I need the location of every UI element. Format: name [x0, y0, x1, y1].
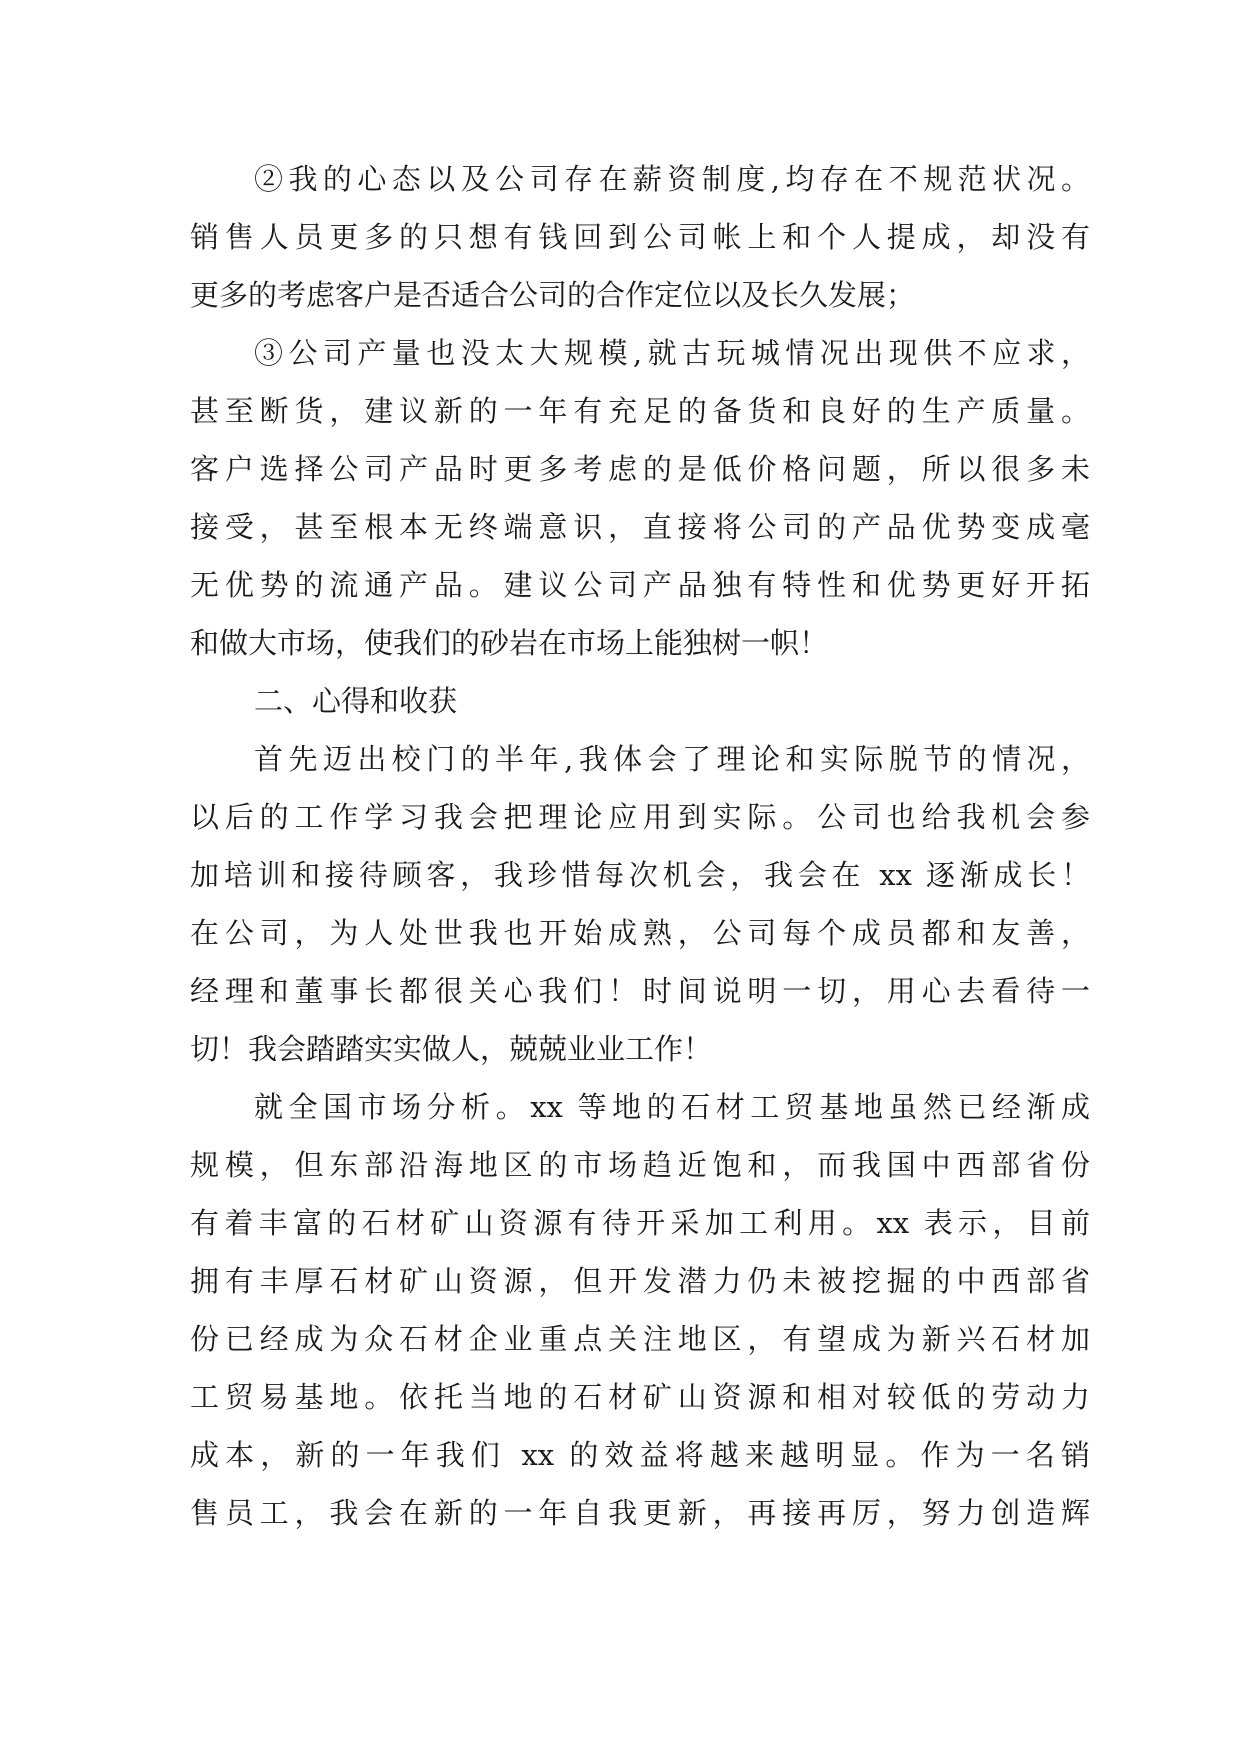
text-line: 经理和董事长都很关心我们！时间说明一切，用心去看待一	[190, 974, 1090, 1008]
text-line: 接受，甚至根本无终端意识，直接将公司的产品优势变成毫	[190, 510, 1090, 544]
text-line: 切！我会踏踏实实做人，兢兢业业工作！	[190, 1032, 713, 1066]
text-line: 甚至断货，建议新的一年有充足的备货和良好的生产质量。	[190, 394, 1090, 428]
text-line: 以后的工作学习我会把理论应用到实际。公司也给我机会参	[190, 800, 1090, 834]
text-line: 更多的考虑客户是否适合公司的合作定位以及长久发展；	[190, 278, 916, 312]
text-line: ③公司产量也没太大规模,就古玩城情况出现供不应求，	[254, 336, 1090, 370]
text-line: 规模，但东部沿海地区的市场趋近饱和，而我国中西部省份	[190, 1148, 1090, 1182]
text-line: 在公司，为人处世我也开始成熟，公司每个成员都和友善，	[190, 916, 1090, 950]
text-line: 有着丰富的石材矿山资源有待开采加工利用。xx 表示，目前	[190, 1206, 1090, 1240]
text-line: 售员工，我会在新的一年自我更新，再接再厉，努力创造辉	[190, 1496, 1090, 1530]
text-line: 销售人员更多的只想有钱回到公司帐上和个人提成，却没有	[190, 220, 1090, 254]
text-line: ②我的心态以及公司存在薪资制度,均存在不规范状况。	[254, 162, 1090, 196]
section-heading: 二、心得和收获	[254, 684, 458, 718]
text-line: 客户选择公司产品时更多考虑的是低价格问题，所以很多未	[190, 452, 1090, 486]
text-line: 成本，新的一年我们 xx 的效益将越来越明显。作为一名销	[190, 1438, 1090, 1472]
text-line: 加培训和接待顾客，我珍惜每次机会，我会在 xx 逐渐成长！	[190, 858, 1090, 892]
text-line: 就全国市场分析。xx 等地的石材工贸基地虽然已经渐成	[254, 1090, 1090, 1124]
text-line: 首先迈出校门的半年,我体会了理论和实际脱节的情况，	[254, 742, 1090, 776]
text-line: 无优势的流通产品。建议公司产品独有特性和优势更好开拓	[190, 568, 1090, 602]
text-line: 拥有丰厚石材矿山资源，但开发潜力仍未被挖掘的中西部省	[190, 1264, 1090, 1298]
text-line: 和做大市场，使我们的砂岩在市场上能独树一帜！	[190, 626, 829, 660]
text-line: 工贸易基地。依托当地的石材矿山资源和相对较低的劳动力	[190, 1380, 1090, 1414]
text-line: 份已经成为众石材企业重点关注地区，有望成为新兴石材加	[190, 1322, 1090, 1356]
